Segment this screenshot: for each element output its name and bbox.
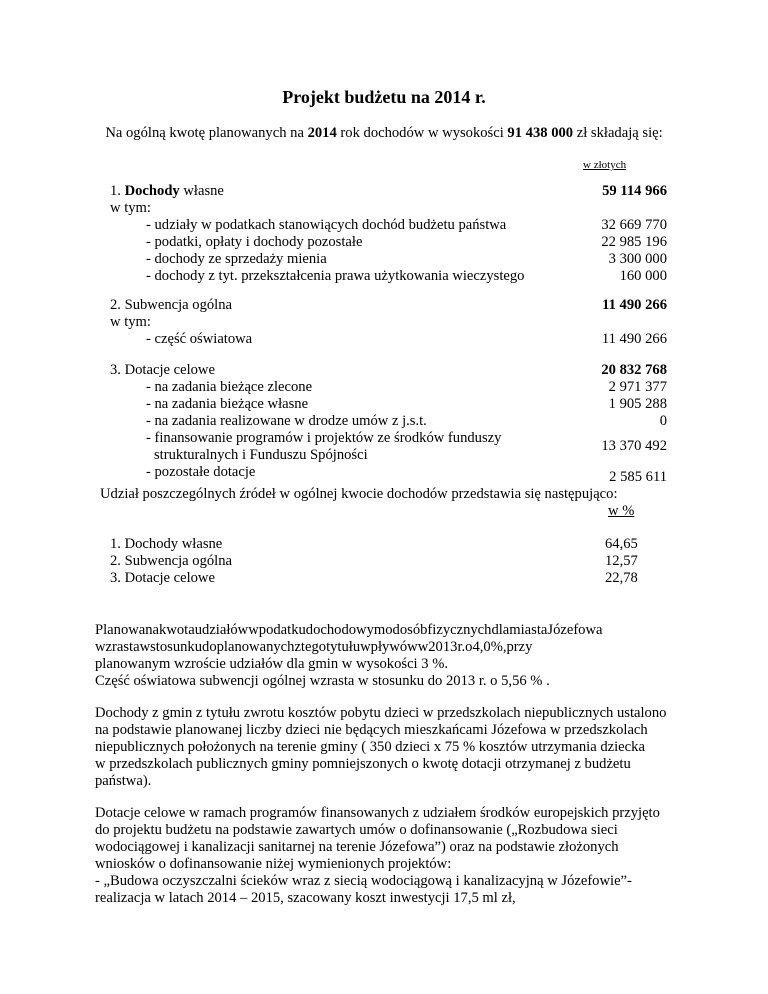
- section1-label-num: 1.: [110, 183, 125, 199]
- section2-item-label: - część oświatowa: [146, 331, 253, 347]
- section1-label-rest: własne: [179, 183, 224, 199]
- word: z: [294, 639, 301, 655]
- intro-sentence: [0, 125, 768, 142]
- word: dla: [491, 622, 510, 638]
- share-item-label: 2. Subwencja ogólna: [110, 553, 232, 569]
- intro-prefix: Na ogólną kwotę planowanych na: [105, 125, 308, 141]
- word: Józefowa: [547, 622, 603, 638]
- section3-label: 3. Dotacje celowe: [110, 362, 215, 378]
- section1-wtym: w tym:: [110, 200, 151, 216]
- paragraph-line: wodociągowej i kanalizacji sanitarnej na terenie Józefowa”) oraz na podstawie złożonych: [95, 839, 619, 855]
- word: tytułu: [326, 639, 361, 655]
- section1-item-label: - dochody ze sprzedaży mienia: [146, 251, 327, 267]
- section2-item-value: 11 490 266: [601, 331, 667, 347]
- section3-total: 20 832 768: [601, 362, 667, 378]
- word: udziałów: [194, 622, 249, 638]
- word: wpływów: [360, 639, 418, 655]
- intro-middle: rok dochodów w wysokości: [336, 125, 508, 141]
- unit-label: w złotych: [583, 159, 627, 171]
- share-unit: w %: [608, 503, 635, 519]
- page-title: Projekt budżetu na 2014 r.: [282, 87, 486, 107]
- section1-label: [110, 183, 224, 200]
- section1-item-value: 160 000: [619, 268, 667, 284]
- section1-item-label: - dochody z tyt. przekształcenia prawa użytkowania wieczystego: [146, 268, 525, 284]
- paragraph-line: - „Budowa oczyszczalni ścieków wraz z siecią wodociągową i kanalizacyjną w Józefowie”-: [95, 873, 632, 889]
- section3-item-label: - na zadania bieżące własne: [146, 396, 309, 412]
- word: r.: [457, 639, 466, 655]
- word: Planowana: [95, 622, 160, 638]
- word: w: [248, 622, 259, 638]
- word: podatku: [258, 622, 306, 638]
- share-item-value: 22,78: [605, 570, 638, 586]
- word: %,: [490, 639, 507, 655]
- word: 4,0: [472, 639, 491, 655]
- paragraph-przedszkola: [95, 705, 700, 790]
- section3-item-value: 0: [659, 413, 667, 429]
- section3-item-label: - pozostałe dotacje: [146, 464, 256, 480]
- word: od: [385, 622, 400, 638]
- paragraph-dotacje: [95, 805, 700, 907]
- intro-suffix: zł składają się:: [573, 125, 663, 141]
- paragraph-line: państwa).: [95, 773, 152, 789]
- section1-total: 59 114 966: [602, 183, 667, 199]
- paragraph-line: Dotacje celowe w ramach programów finansowanych z udziałem środków europejskich przyjęto: [95, 805, 660, 821]
- share-item-value: 64,65: [605, 536, 638, 552]
- paragraph-udzialy: [95, 622, 700, 690]
- paragraph-line: niepublicznych położonych na terenie gminy ( 350 dzieci x 75 % kosztów utrzymania dziecka: [95, 739, 645, 755]
- share-heading: Udział poszczególnych źródeł w ogólnej kwocie dochodów przedstawia się następująco:: [100, 486, 618, 502]
- paragraph-line: na podstawie planowanej liczby dzieci nie będących mieszkańcami Józefowa w przedszkolach: [95, 722, 648, 738]
- section2-label: 2. Subwencja ogólna: [110, 297, 232, 313]
- section1-item-value: 32 669 770: [601, 217, 667, 233]
- section1-item-label: - udziały w podatkach stanowiących dochód budżetu państwa: [146, 217, 507, 233]
- paragraph-line: [95, 622, 700, 639]
- paragraph-line: [95, 639, 700, 656]
- section3-item-label: - na zadania bieżące zlecone: [146, 379, 313, 395]
- section3-item-label-cont: strukturalnych i Funduszu Spójności: [154, 447, 368, 463]
- section2-total: 11 490 266: [602, 297, 667, 313]
- intro-amount: 91 438 000: [507, 125, 574, 141]
- share-item-label: 3. Dotacje celowe: [110, 570, 215, 586]
- section1-item-value: 3 300 000: [608, 251, 667, 267]
- share-item-value: 12,57: [605, 553, 638, 569]
- section1-item-value: 22 985 196: [601, 234, 667, 250]
- section3-item-value: 2 971 377: [608, 379, 667, 395]
- word: o: [465, 639, 473, 655]
- word: miasta: [509, 622, 548, 638]
- section3-item-value: 2 585 611: [609, 469, 667, 485]
- paragraph-line: w przedszkolach publicznych gminy pomniejszonych o kwotę dotacji otrzymanej z budżetu: [95, 756, 631, 772]
- word: 2013: [428, 639, 458, 655]
- section3-item-label: - na zadania realizowane w drodze umów z j.s.t.: [146, 413, 427, 429]
- word: fizycznych: [427, 622, 492, 638]
- paragraph-line: planowanym wzroście udziałów dla gmin w wysokości 3 %.: [95, 656, 449, 672]
- section1-item-label: - podatki, opłaty i dochody pozostałe: [146, 234, 363, 250]
- word: stosunku: [150, 639, 203, 655]
- word: osób: [399, 622, 428, 638]
- word: w: [139, 639, 151, 655]
- word: do: [202, 639, 217, 655]
- section2-wtym: w tym:: [110, 314, 151, 330]
- word: tego: [300, 639, 327, 655]
- word: planowanych: [216, 639, 295, 655]
- paragraph-line: wniosków o dofinansowanie niżej wymienionych projektów:: [95, 856, 452, 872]
- paragraph-line: Część oświatowa subwencji ogólnej wzrasta w stosunku do 2013 r. o 5,56 % .: [95, 673, 550, 689]
- word: kwota: [159, 622, 195, 638]
- intro-year: 2014: [307, 125, 337, 141]
- share-item-label: 1. Dochody własne: [110, 536, 223, 552]
- section1-label-bold: Dochody: [124, 183, 180, 199]
- section3-item-label: - finansowanie programów i projektów ze środków funduszy: [146, 430, 502, 446]
- section3-item-value: 13 370 492: [601, 438, 667, 454]
- word: wzrasta: [95, 639, 140, 655]
- paragraph-line: realizacja w latach 2014 – 2015, szacowany koszt inwestycji 17,5 ml zł,: [95, 890, 516, 906]
- section3-item-value: 1 905 288: [608, 396, 667, 412]
- paragraph-line: Dochody z gmin z tytułu zwrotu kosztów pobytu dzieci w przedszkolach niepublicznych ustalono: [95, 705, 667, 721]
- word: przy: [506, 639, 533, 655]
- word: w: [417, 639, 429, 655]
- word: dochodowym: [305, 622, 386, 638]
- paragraph-line: do projektu budżetu na podstawie zawartych umów o dofinansowanie („Rozbudowa sieci: [95, 822, 618, 838]
